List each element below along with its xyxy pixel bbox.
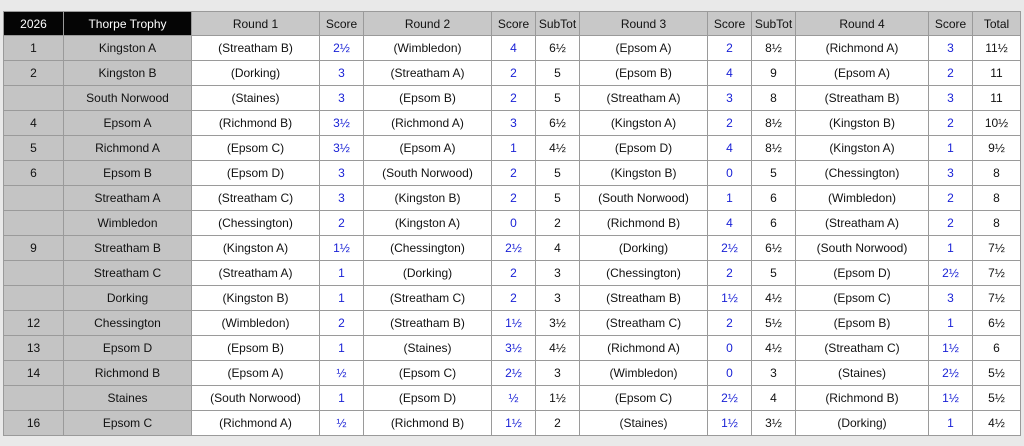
round3-header: Round 3	[580, 12, 708, 36]
round1-score-cell: 1½	[320, 236, 364, 261]
round3-score-cell: 2½	[708, 236, 752, 261]
round2-opponent-cell: (Streatham A)	[364, 61, 492, 86]
team-name-cell: South Norwood	[64, 86, 192, 111]
round1-opponent-cell: (Epsom A)	[192, 361, 320, 386]
round1-score-cell: 2½	[320, 36, 364, 61]
table-body	[4, 36, 1021, 436]
round2-subtotal-cell: 6½	[536, 36, 580, 61]
total-cell: 6½	[973, 311, 1021, 336]
round3-score-cell: 1½	[708, 286, 752, 311]
round3-score-cell: 0	[708, 161, 752, 186]
table-row	[4, 136, 1021, 161]
round4-score-cell: 2	[929, 61, 973, 86]
total-cell: 8	[973, 161, 1021, 186]
round2-score-cell: 1	[492, 136, 536, 161]
score4-header: Score	[929, 12, 973, 36]
standings-table	[3, 11, 1021, 436]
round1-score-cell: 3	[320, 86, 364, 111]
round4-opponent-cell: (Streatham A)	[796, 211, 929, 236]
round1-opponent-cell: (Streatham C)	[192, 186, 320, 211]
table-row	[4, 236, 1021, 261]
round2-score-cell: 2½	[492, 361, 536, 386]
round3-score-cell: 0	[708, 336, 752, 361]
team-name-cell: Epsom A	[64, 111, 192, 136]
team-name-cell: Chessington	[64, 311, 192, 336]
round1-score-cell: 1	[320, 336, 364, 361]
position-cell: 9	[4, 236, 64, 261]
round3-subtotal-cell: 4½	[752, 336, 796, 361]
position-cell: 12	[4, 311, 64, 336]
round3-subtotal-cell: 8½	[752, 136, 796, 161]
table-row	[4, 361, 1021, 386]
round4-opponent-cell: (Epsom D)	[796, 261, 929, 286]
round4-score-cell: 1	[929, 136, 973, 161]
round2-subtotal-cell: 1½	[536, 386, 580, 411]
round1-opponent-cell: (Staines)	[192, 86, 320, 111]
position-cell	[4, 261, 64, 286]
round2-subtotal-cell: 4½	[536, 336, 580, 361]
round3-subtotal-cell: 4½	[752, 286, 796, 311]
round3-subtotal-cell: 5	[752, 261, 796, 286]
round4-opponent-cell: (Richmond A)	[796, 36, 929, 61]
round3-subtotal-cell: 8½	[752, 111, 796, 136]
table-row	[4, 261, 1021, 286]
round4-score-cell: 1	[929, 411, 973, 436]
total-cell: 9½	[973, 136, 1021, 161]
round3-opponent-cell: (South Norwood)	[580, 186, 708, 211]
round1-opponent-cell: (Epsom B)	[192, 336, 320, 361]
round3-subtotal-cell: 6½	[752, 236, 796, 261]
table-header	[4, 12, 1021, 36]
round2-score-cell: 2½	[492, 236, 536, 261]
round4-opponent-cell: (Staines)	[796, 361, 929, 386]
round2-subtotal-cell: 5	[536, 61, 580, 86]
round4-opponent-cell: (Wimbledon)	[796, 186, 929, 211]
round3-score-cell: 4	[708, 136, 752, 161]
team-name-cell: Staines	[64, 386, 192, 411]
round3-score-cell: 2	[708, 111, 752, 136]
position-cell: 14	[4, 361, 64, 386]
subtot3-header: SubTot	[752, 12, 796, 36]
round4-score-cell: 2½	[929, 261, 973, 286]
round3-score-cell: 0	[708, 361, 752, 386]
round4-score-cell: 2	[929, 111, 973, 136]
round2-opponent-cell: (Staines)	[364, 336, 492, 361]
round2-subtotal-cell: 5	[536, 186, 580, 211]
round2-subtotal-cell: 4	[536, 236, 580, 261]
total-cell: 4½	[973, 411, 1021, 436]
round2-subtotal-cell: 4½	[536, 136, 580, 161]
score3-header: Score	[708, 12, 752, 36]
score2-header: Score	[492, 12, 536, 36]
round2-header: Round 2	[364, 12, 492, 36]
round2-score-cell: 1½	[492, 311, 536, 336]
team-name-cell: Wimbledon	[64, 211, 192, 236]
team-name-cell: Dorking	[64, 286, 192, 311]
position-cell: 1	[4, 36, 64, 61]
round1-score-cell: 1	[320, 286, 364, 311]
round3-opponent-cell: (Richmond A)	[580, 336, 708, 361]
round4-score-cell: 3	[929, 286, 973, 311]
round1-score-cell: 1	[320, 261, 364, 286]
team-name-cell: Epsom B	[64, 161, 192, 186]
round3-score-cell: 1½	[708, 411, 752, 436]
round2-opponent-cell: (Streatham C)	[364, 286, 492, 311]
round2-score-cell: 2	[492, 286, 536, 311]
table-row	[4, 336, 1021, 361]
round1-opponent-cell: (Dorking)	[192, 61, 320, 86]
round3-opponent-cell: (Streatham A)	[580, 86, 708, 111]
round3-opponent-cell: (Chessington)	[580, 261, 708, 286]
round3-subtotal-cell: 6	[752, 186, 796, 211]
position-cell: 4	[4, 111, 64, 136]
trophy-title-header: Thorpe Trophy	[64, 12, 192, 36]
round2-opponent-cell: (Epsom C)	[364, 361, 492, 386]
total-cell: 5½	[973, 386, 1021, 411]
total-cell: 11	[973, 61, 1021, 86]
round2-opponent-cell: (South Norwood)	[364, 161, 492, 186]
round3-opponent-cell: (Epsom D)	[580, 136, 708, 161]
round2-subtotal-cell: 2	[536, 211, 580, 236]
round2-score-cell: ½	[492, 386, 536, 411]
round2-score-cell: 0	[492, 211, 536, 236]
total-cell: 8	[973, 186, 1021, 211]
round1-opponent-cell: (Richmond B)	[192, 111, 320, 136]
round3-score-cell: 2	[708, 311, 752, 336]
round3-subtotal-cell: 3	[752, 361, 796, 386]
round4-opponent-cell: (Epsom C)	[796, 286, 929, 311]
round1-score-cell: 3	[320, 186, 364, 211]
round1-score-cell: ½	[320, 411, 364, 436]
team-name-cell: Epsom D	[64, 336, 192, 361]
round1-score-cell: 2	[320, 311, 364, 336]
round1-score-cell: 3½	[320, 111, 364, 136]
total-cell: 7½	[973, 261, 1021, 286]
round4-header: Round 4	[796, 12, 929, 36]
round4-opponent-cell: (Richmond B)	[796, 386, 929, 411]
round3-opponent-cell: (Kingston A)	[580, 111, 708, 136]
round2-score-cell: 2	[492, 186, 536, 211]
table-row	[4, 36, 1021, 61]
round1-opponent-cell: (Epsom D)	[192, 161, 320, 186]
total-cell: 10½	[973, 111, 1021, 136]
round2-subtotal-cell: 3½	[536, 311, 580, 336]
round3-opponent-cell: (Richmond B)	[580, 211, 708, 236]
round1-header: Round 1	[192, 12, 320, 36]
total-cell: 11½	[973, 36, 1021, 61]
round1-opponent-cell: (Chessington)	[192, 211, 320, 236]
round1-opponent-cell: (Kingston A)	[192, 236, 320, 261]
round2-score-cell: 2	[492, 261, 536, 286]
total-cell: 5½	[973, 361, 1021, 386]
round4-score-cell: 2½	[929, 361, 973, 386]
round4-score-cell: 2	[929, 186, 973, 211]
round3-opponent-cell: (Kingston B)	[580, 161, 708, 186]
round3-subtotal-cell: 4	[752, 386, 796, 411]
round2-subtotal-cell: 2	[536, 411, 580, 436]
table-row	[4, 286, 1021, 311]
team-name-cell: Richmond A	[64, 136, 192, 161]
round4-opponent-cell: (Chessington)	[796, 161, 929, 186]
round2-opponent-cell: (Chessington)	[364, 236, 492, 261]
position-cell	[4, 186, 64, 211]
round1-opponent-cell: (Streatham B)	[192, 36, 320, 61]
position-cell	[4, 286, 64, 311]
round3-score-cell: 4	[708, 61, 752, 86]
round2-opponent-cell: (Epsom D)	[364, 386, 492, 411]
round2-subtotal-cell: 6½	[536, 111, 580, 136]
round2-opponent-cell: (Richmond A)	[364, 111, 492, 136]
table-row	[4, 111, 1021, 136]
round2-subtotal-cell: 3	[536, 261, 580, 286]
round2-subtotal-cell: 5	[536, 161, 580, 186]
round3-opponent-cell: (Epsom B)	[580, 61, 708, 86]
team-name-cell: Streatham C	[64, 261, 192, 286]
round3-subtotal-cell: 5½	[752, 311, 796, 336]
table-row	[4, 86, 1021, 111]
round4-score-cell: 3	[929, 161, 973, 186]
round2-score-cell: 2	[492, 61, 536, 86]
round1-opponent-cell: (Richmond A)	[192, 411, 320, 436]
table-row	[4, 61, 1021, 86]
round2-opponent-cell: (Kingston A)	[364, 211, 492, 236]
round1-opponent-cell: (Wimbledon)	[192, 311, 320, 336]
team-name-cell: Kingston A	[64, 36, 192, 61]
round4-opponent-cell: (Dorking)	[796, 411, 929, 436]
round3-subtotal-cell: 3½	[752, 411, 796, 436]
round3-score-cell: 2	[708, 261, 752, 286]
round3-opponent-cell: (Streatham C)	[580, 311, 708, 336]
standings-table-container	[3, 11, 1021, 436]
round1-score-cell: 1	[320, 386, 364, 411]
total-cell: 6	[973, 336, 1021, 361]
position-cell: 13	[4, 336, 64, 361]
round3-subtotal-cell: 9	[752, 61, 796, 86]
table-row	[4, 211, 1021, 236]
round1-opponent-cell: (Kingston B)	[192, 286, 320, 311]
position-cell: 16	[4, 411, 64, 436]
position-cell	[4, 386, 64, 411]
team-name-cell: Richmond B	[64, 361, 192, 386]
round4-opponent-cell: (Kingston A)	[796, 136, 929, 161]
round3-score-cell: 1	[708, 186, 752, 211]
round1-score-cell: ½	[320, 361, 364, 386]
round4-score-cell: 3	[929, 36, 973, 61]
round4-score-cell: 1½	[929, 336, 973, 361]
position-cell: 6	[4, 161, 64, 186]
round4-score-cell: 2	[929, 211, 973, 236]
round4-opponent-cell: (Epsom A)	[796, 61, 929, 86]
round3-subtotal-cell: 6	[752, 211, 796, 236]
round2-subtotal-cell: 5	[536, 86, 580, 111]
round1-opponent-cell: (Streatham A)	[192, 261, 320, 286]
total-cell: 11	[973, 86, 1021, 111]
table-row	[4, 186, 1021, 211]
round2-opponent-cell: (Streatham B)	[364, 311, 492, 336]
team-name-cell: Kingston B	[64, 61, 192, 86]
round4-opponent-cell: (Kingston B)	[796, 111, 929, 136]
round2-subtotal-cell: 3	[536, 361, 580, 386]
round4-score-cell: 3	[929, 86, 973, 111]
round1-opponent-cell: (Epsom C)	[192, 136, 320, 161]
round2-subtotal-cell: 3	[536, 286, 580, 311]
team-name-cell: Epsom C	[64, 411, 192, 436]
round3-opponent-cell: (Epsom A)	[580, 36, 708, 61]
round3-opponent-cell: (Epsom C)	[580, 386, 708, 411]
round2-opponent-cell: (Wimbledon)	[364, 36, 492, 61]
total-header: Total	[973, 12, 1021, 36]
round3-subtotal-cell: 5	[752, 161, 796, 186]
round1-score-cell: 2	[320, 211, 364, 236]
round3-score-cell: 2	[708, 36, 752, 61]
round3-opponent-cell: (Wimbledon)	[580, 361, 708, 386]
round1-score-cell: 3½	[320, 136, 364, 161]
year-header: 2026	[4, 12, 64, 36]
round1-opponent-cell: (South Norwood)	[192, 386, 320, 411]
total-cell: 8	[973, 211, 1021, 236]
table-row	[4, 161, 1021, 186]
table-row	[4, 386, 1021, 411]
round2-opponent-cell: (Richmond B)	[364, 411, 492, 436]
position-cell	[4, 86, 64, 111]
round4-opponent-cell: (Epsom B)	[796, 311, 929, 336]
position-cell: 2	[4, 61, 64, 86]
position-cell	[4, 211, 64, 236]
team-name-cell: Streatham B	[64, 236, 192, 261]
round2-score-cell: 2	[492, 161, 536, 186]
round2-score-cell: 1½	[492, 411, 536, 436]
round2-opponent-cell: (Dorking)	[364, 261, 492, 286]
round3-score-cell: 4	[708, 211, 752, 236]
round2-score-cell: 4	[492, 36, 536, 61]
header-row	[4, 12, 1021, 36]
total-cell: 7½	[973, 236, 1021, 261]
subtot2-header: SubTot	[536, 12, 580, 36]
round3-opponent-cell: (Streatham B)	[580, 286, 708, 311]
table-row	[4, 411, 1021, 436]
round2-score-cell: 3	[492, 111, 536, 136]
round4-opponent-cell: (Streatham B)	[796, 86, 929, 111]
round3-subtotal-cell: 8	[752, 86, 796, 111]
round3-score-cell: 2½	[708, 386, 752, 411]
round2-opponent-cell: (Epsom B)	[364, 86, 492, 111]
round1-score-cell: 3	[320, 61, 364, 86]
round3-score-cell: 3	[708, 86, 752, 111]
round4-opponent-cell: (South Norwood)	[796, 236, 929, 261]
score1-header: Score	[320, 12, 364, 36]
table-row	[4, 311, 1021, 336]
round4-score-cell: 1½	[929, 386, 973, 411]
round2-score-cell: 3½	[492, 336, 536, 361]
round3-opponent-cell: (Staines)	[580, 411, 708, 436]
round3-opponent-cell: (Dorking)	[580, 236, 708, 261]
round2-opponent-cell: (Kingston B)	[364, 186, 492, 211]
total-cell: 7½	[973, 286, 1021, 311]
round4-score-cell: 1	[929, 236, 973, 261]
team-name-cell: Streatham A	[64, 186, 192, 211]
position-cell: 5	[4, 136, 64, 161]
round2-score-cell: 2	[492, 86, 536, 111]
round4-opponent-cell: (Streatham C)	[796, 336, 929, 361]
round4-score-cell: 1	[929, 311, 973, 336]
round2-opponent-cell: (Epsom A)	[364, 136, 492, 161]
round3-subtotal-cell: 8½	[752, 36, 796, 61]
round1-score-cell: 3	[320, 161, 364, 186]
